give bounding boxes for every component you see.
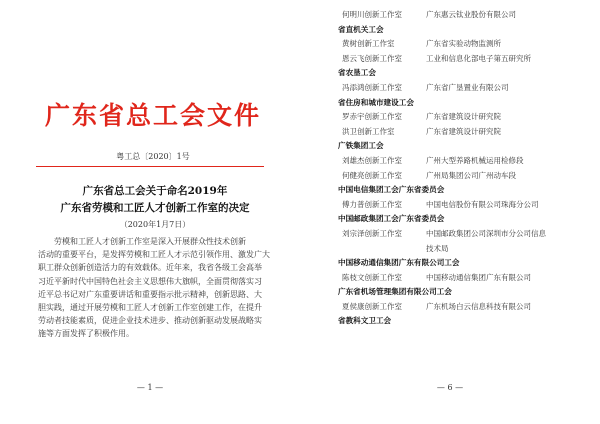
list-item [338, 81, 588, 96]
studio-name: 冯添鸿创新工作室 [342, 82, 402, 92]
union-name: 省农垦工会 [338, 68, 376, 78]
organization-name: 广东省实验动物监测所 [426, 39, 501, 49]
union-name: 中国电信集团工会广东省委员会 [338, 185, 445, 195]
studio-name: 刘宗泽创新工作室 [342, 228, 402, 238]
organization-name: 广州大型养路机械运用检修段 [426, 155, 524, 165]
studio-name: 恩云飞创新工作室 [342, 53, 402, 63]
union-heading [338, 314, 588, 329]
body-line: 习近平新时代中国特色社会主义思想伟大旗帜，全面贯彻落实习 [38, 276, 262, 286]
union-name: 省教科文卫工会 [338, 316, 392, 326]
studio-name: 何明川创新工作室 [342, 10, 402, 19]
union-name: 省住房和城市建设工会 [338, 97, 414, 107]
studio-name: 刘雄杰创新工作室 [342, 155, 402, 165]
union-name: 广铁集团工会 [338, 141, 384, 151]
union-heading [338, 23, 588, 38]
list-item [338, 198, 588, 213]
list-item [338, 242, 588, 257]
page-number: — 1 — [136, 383, 164, 392]
studio-name: 何健亮创新工作室 [342, 170, 402, 180]
document-number: 粤工总〔2020〕1号 [116, 152, 190, 161]
organization-name: 中国移动通信集团广东有限公司 [426, 272, 531, 282]
studio-name: 陈枝文创新工作室 [342, 272, 402, 282]
body-line: 施等方面发挥了积极作用。 [38, 329, 134, 339]
organization-name: 广东惠云钛业股份有限公司 [426, 10, 516, 19]
studio-name: 黄树创新工作室 [342, 39, 395, 49]
union-heading [338, 66, 588, 81]
studio-name: 罗赤宇创新工作室 [342, 112, 402, 122]
organization-name: 广东省建筑设计研究院 [426, 112, 501, 122]
body-line: 劳动者技能素质，促进企业技术进步、推动创新驱动发展战略实 [38, 316, 262, 326]
body-line: 劳模和工匠人才创新工作室是深入开展群众性技术创新 [54, 237, 246, 246]
organization-name: 广州局集团公司广州动车段 [426, 170, 516, 180]
union-heading [338, 212, 588, 227]
organization-name: 技术局 [426, 243, 449, 253]
list-item [338, 52, 588, 67]
page-number: — 6 — [436, 383, 464, 392]
list-item [338, 154, 588, 169]
studio-list [338, 8, 588, 329]
organization-name: 中国邮政集团公司深圳市分公司信息 [426, 228, 546, 238]
body-line: 职工群众创新创造活力的有效载体。近年来，我省各级工会高举 [38, 263, 262, 273]
red-divider-line [36, 166, 264, 167]
union-heading [338, 256, 588, 271]
union-heading [338, 139, 588, 154]
list-item [338, 271, 588, 286]
subject-line-2: 广东省劳模和工匠人才创新工作室的决定 [60, 202, 250, 214]
union-name: 广东省机场管理集团有限公司工会 [338, 287, 452, 297]
body-line: 胆实践，通过开展劳模和工匠人才创新工作室创建工作，在提升 [38, 303, 262, 313]
list-item [338, 110, 588, 125]
studio-name: 夏侯康创新工作室 [342, 301, 402, 311]
right-page [300, 0, 600, 424]
list-item [338, 227, 588, 242]
union-name: 中国邮政集团工会广东省委员会 [338, 214, 445, 224]
union-heading [338, 285, 588, 300]
studio-name: 傅力普创新工作室 [342, 199, 402, 209]
organization-name: 广东省建筑设计研究院 [426, 126, 501, 136]
list-item [338, 125, 588, 140]
document-date: （2020年1月7日） [119, 220, 191, 229]
organization-name: 工业和信息化部电子第五研究所 [426, 53, 531, 63]
union-name: 中国移动通信集团广东有限公司工会 [338, 258, 460, 268]
list-item [338, 37, 588, 52]
organization-name: 中国电信股份有限公司珠海分公司 [426, 199, 539, 209]
body-line: 活动的重要平台，是发挥劳模和工匠人才示范引领作用、激发广大 [38, 250, 270, 260]
subject-line-1: 广东省总工会关于命名2019年 [82, 185, 228, 197]
organization-name: 广东机场白云信息科技有限公司 [426, 301, 531, 311]
body-line: 近平总书记对广东重要讲话和重要指示批示精神，创新思路、大 [38, 289, 262, 299]
union-heading [338, 183, 588, 198]
union-name: 省直机关工会 [338, 24, 384, 34]
list-item [338, 8, 588, 23]
union-heading [338, 96, 588, 111]
body-text [38, 235, 276, 341]
list-item [338, 300, 588, 315]
studio-name: 洪卫创新工作室 [342, 126, 395, 136]
document-title: 广东省总工会文件 [44, 101, 261, 130]
list-item [338, 169, 588, 184]
organization-name: 广东省广垦置业有限公司 [426, 82, 509, 92]
